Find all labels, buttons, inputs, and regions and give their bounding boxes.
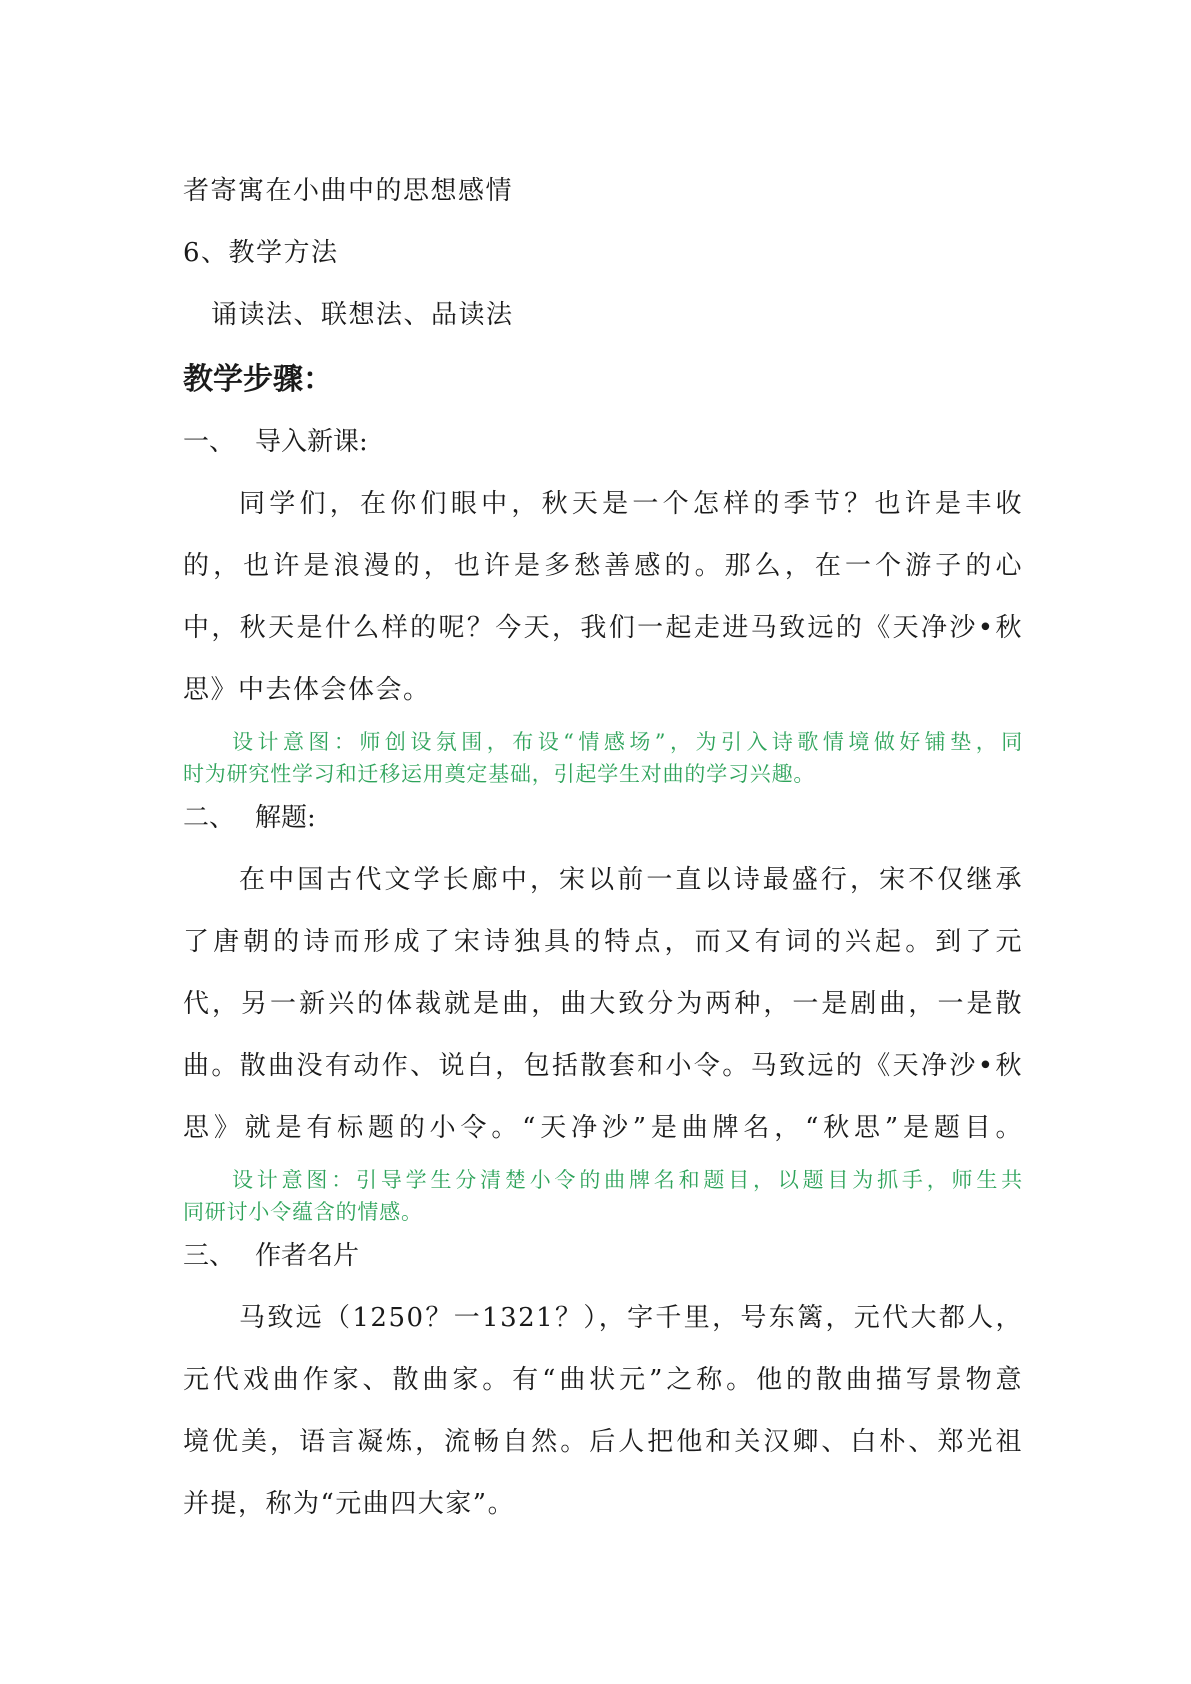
- teaching-methods-list: 诵读法、联想法、品读法: [211, 300, 514, 330]
- section-2-paragraph-line: 代，另一新兴的体裁就是曲，曲大致分为两种，一是剧曲，一是散: [183, 989, 1023, 1019]
- section-3-paragraph-line: 境优美，语言凝炼，流畅自然。后人把他和关汉卿、白朴、郑光祖: [183, 1427, 1023, 1457]
- section-1-paragraph-line: 的，也许是浪漫的，也许是多愁善感的。那么，在一个游子的心: [183, 551, 1023, 581]
- section-2-number: 二、: [183, 803, 236, 833]
- section-3-paragraph-line: 元代戏曲作家、散曲家。有“曲状元”之称。他的散曲描写景物意: [183, 1365, 1023, 1395]
- section-1-number: 一、: [183, 427, 236, 457]
- section-3-heading: [183, 1239, 359, 1273]
- section-2-paragraph-line: 了唐朝的诗而形成了宋诗独具的特点，而又有词的兴起。到了元: [183, 927, 1023, 957]
- section-2-paragraph-line: 在中国古代文学长廊中，宋以前一直以诗最盛行，宋不仅继承: [239, 865, 1023, 895]
- section-1-paragraph-line: 中，秋天是什么样的呢？今天，我们一起走进马致远的《天净沙•秋: [183, 613, 1023, 643]
- section-3-title: 作者名片: [255, 1241, 360, 1271]
- section-1-paragraph-line: 思》中去体会体会。: [183, 675, 431, 705]
- design-intent-note-1: 设计意图：师创设氛围，布设“情感场”，为引入诗歌情境做好铺垫，同: [232, 730, 1023, 754]
- section-3-paragraph-line: 马致远（1250？一1321？），字千里，号东篱，元代大都人，: [239, 1303, 1023, 1333]
- design-intent-note-2: 设计意图：引导学生分清楚小令的曲牌名和题目，以题目为抓手，师生共: [232, 1168, 1023, 1192]
- design-intent-note-2: 同研讨小令蕴含的情感。: [183, 1200, 423, 1224]
- section-1-heading: [183, 425, 368, 459]
- objective-continuation: 者寄寓在小曲中的思想感情: [183, 176, 514, 206]
- section-2-title: 解题:: [255, 803, 316, 833]
- teaching-methods-heading: 6、教学方法: [183, 238, 339, 268]
- section-3-paragraph-line: 并提，称为“元曲四大家”。: [183, 1489, 516, 1519]
- design-intent-note-1: 时为研究性学习和迁移运用奠定基础，引起学生对曲的学习兴趣。: [183, 762, 816, 786]
- section-1-title: 导入新课:: [255, 427, 368, 457]
- section-3-number: 三、: [183, 1241, 236, 1271]
- section-1-paragraph-line: 同学们，在你们眼中，秋天是一个怎样的季节？也许是丰收: [239, 489, 1023, 519]
- section-2-heading: [183, 801, 316, 835]
- section-2-paragraph-line: 曲。散曲没有动作、说白，包括散套和小令。马致远的《天净沙•秋: [183, 1051, 1023, 1081]
- teaching-steps-heading: 教学步骤：: [183, 362, 333, 397]
- section-2-paragraph-line: 思》就是有标题的小令。“天净沙”是曲牌名，“秋思”是题目。: [183, 1113, 1023, 1143]
